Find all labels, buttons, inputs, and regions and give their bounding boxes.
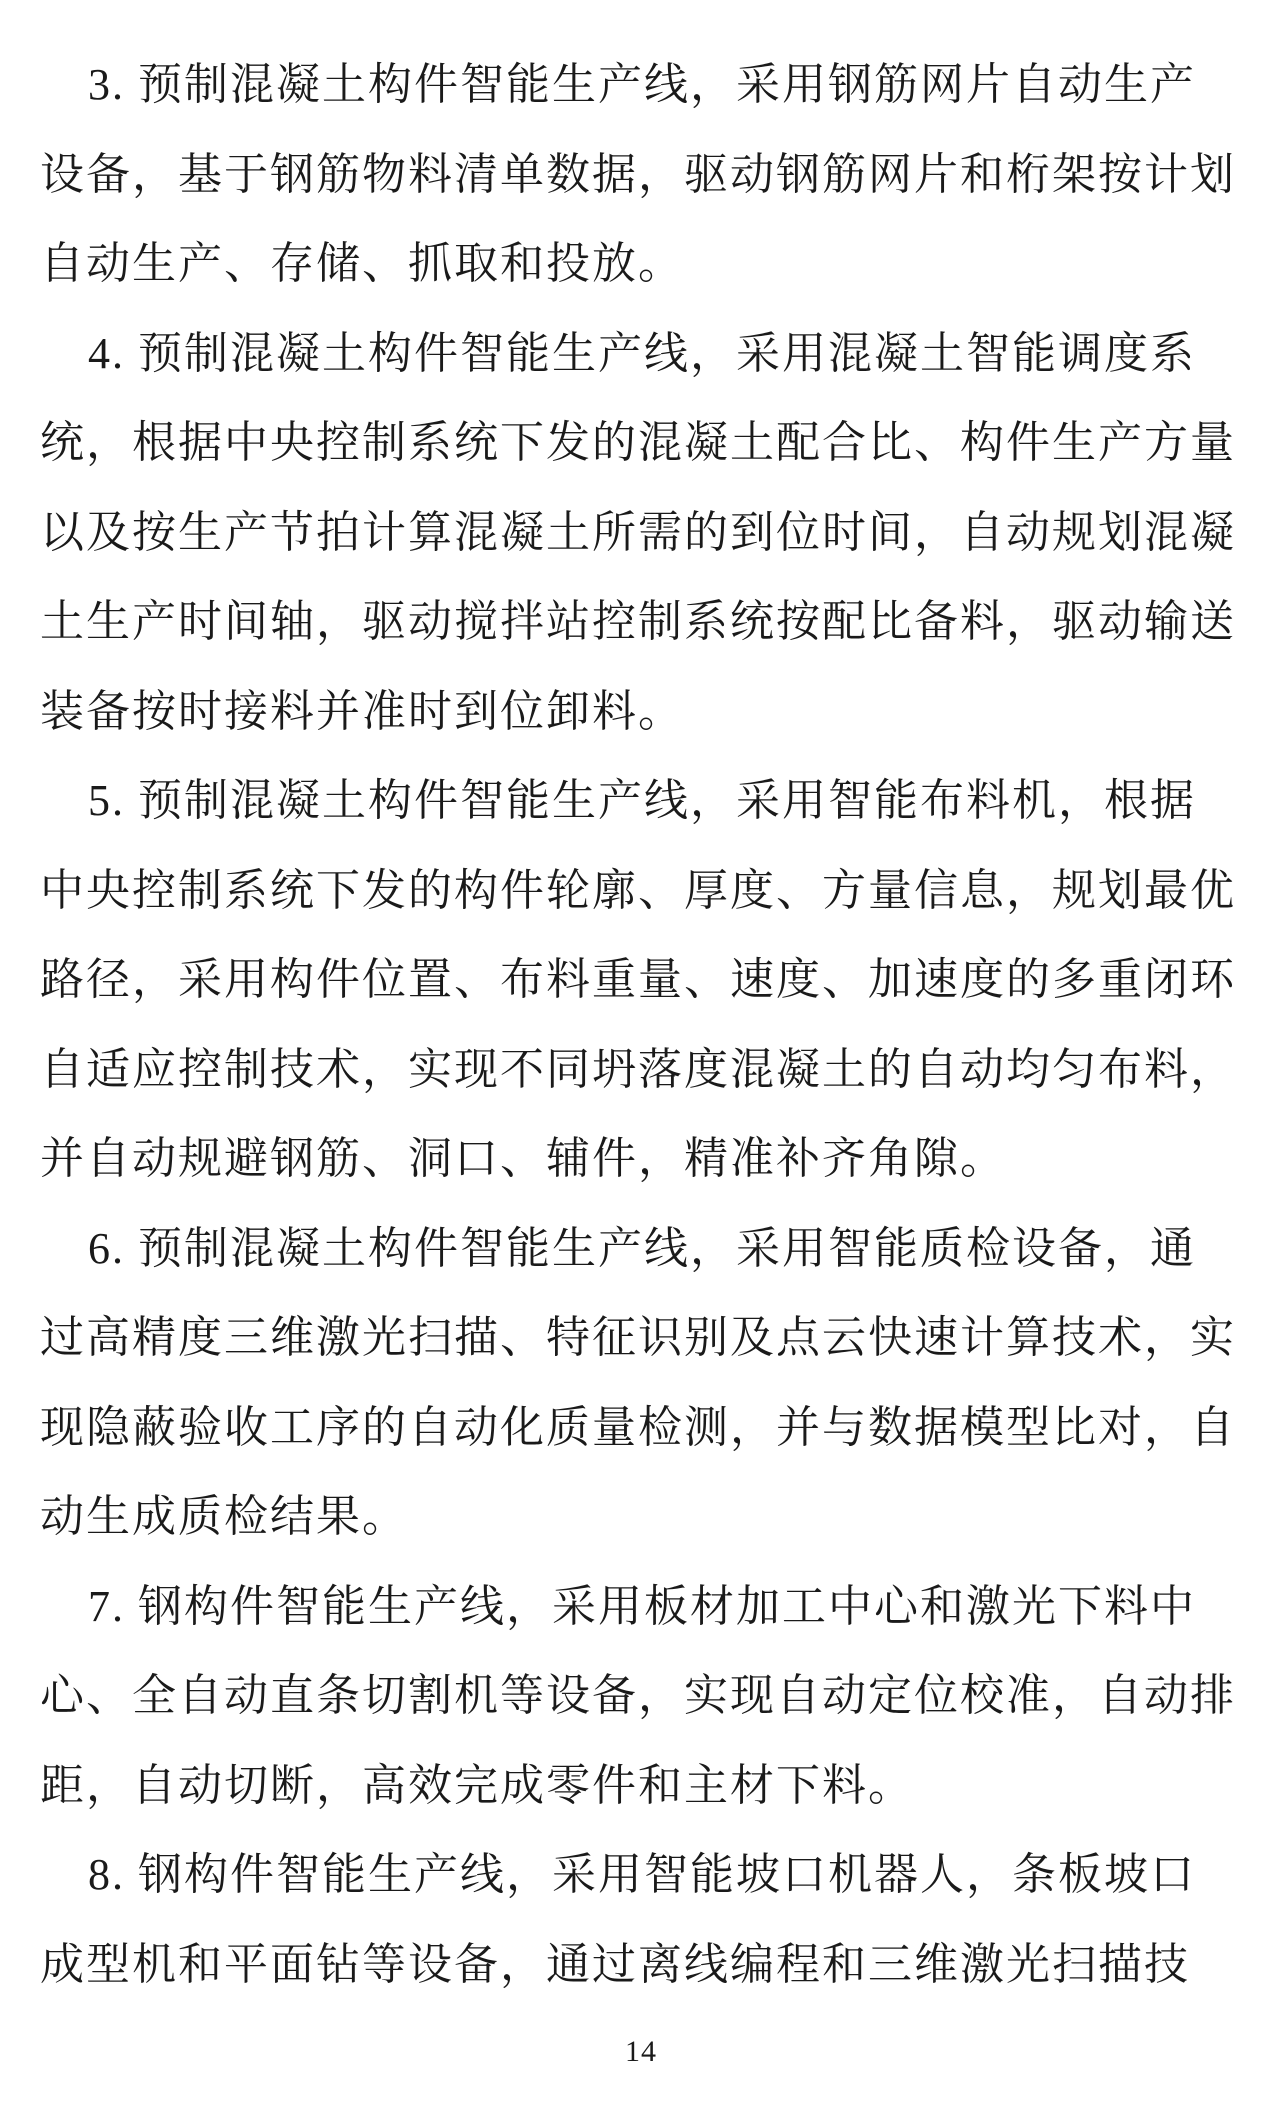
text-line: 自适应控制技术，实现不同坍落度混凝土的自动均匀布料， (40, 1044, 1236, 1094)
text-line: 成型机和平面钻等设备，通过离线编程和三维激光扫描技 (40, 1939, 1190, 1989)
paragraph-first-line: 4. 预制混凝土构件智能生产线，采用混凝土智能调度系 (88, 328, 1196, 378)
paragraph-first-line: 5. 预制混凝土构件智能生产线，采用智能布料机，根据 (88, 776, 1196, 825)
text-line: 现隐蔽验收工序的自动化质量检测，并与数据模型比对，自 (40, 1402, 1236, 1452)
text-line: 以及按生产节拍计算混凝土所需的到位时间，自动规划混凝 (40, 507, 1236, 557)
text-line: 路径，采用构件位置、布料重量、速度、加速度的多重闭环 (40, 955, 1236, 1004)
page-footer (40, 2035, 1242, 2069)
paragraph-first-line: 8. 钢构件智能生产线，采用智能坡口机器人，条板坡口 (88, 1850, 1196, 1899)
text-line: 心、全自动直条切割机等设备，实现自动定位校准，自动排 (40, 1671, 1236, 1720)
paragraph-first-line: 6. 预制混凝土构件智能生产线，采用智能质检设备，通 (88, 1223, 1196, 1273)
text-line: 设备，基于钢筋物料清单数据，驱动钢筋网片和桁架按计划 (40, 149, 1236, 199)
text-line: 土生产时间轴，驱动搅拌站控制系统按配比备料，驱动输送 (40, 597, 1236, 646)
text-line: 自动生产、存储、抓取和投放。 (40, 239, 684, 288)
text-line: 装备按时接料并准时到位卸料。 (40, 686, 684, 736)
text-line: 过高精度三维激光扫描、特征识别及点云快速计算技术，实 (40, 1313, 1236, 1362)
text-line: 中央控制系统下发的构件轮廓、厚度、方量信息，规划最优 (40, 865, 1236, 915)
text-line: 并自动规避钢筋、洞口、辅件，精准补齐角隙。 (40, 1134, 1006, 1183)
paragraph-first-line: 7. 钢构件智能生产线，采用板材加工中心和激光下料中 (88, 1581, 1196, 1631)
document-body (40, 40, 1242, 2009)
paragraph-first-line: 3. 预制混凝土构件智能生产线，采用钢筋网片自动生产 (88, 60, 1196, 109)
text-line: 动生成质检结果。 (40, 1492, 408, 1541)
text-line: 统，根据中央控制系统下发的混凝土配合比、构件生产方量 (40, 418, 1236, 467)
text-line: 距，自动切断，高效完成零件和主材下料。 (40, 1760, 914, 1810)
page-number: 14 (625, 2035, 657, 2068)
